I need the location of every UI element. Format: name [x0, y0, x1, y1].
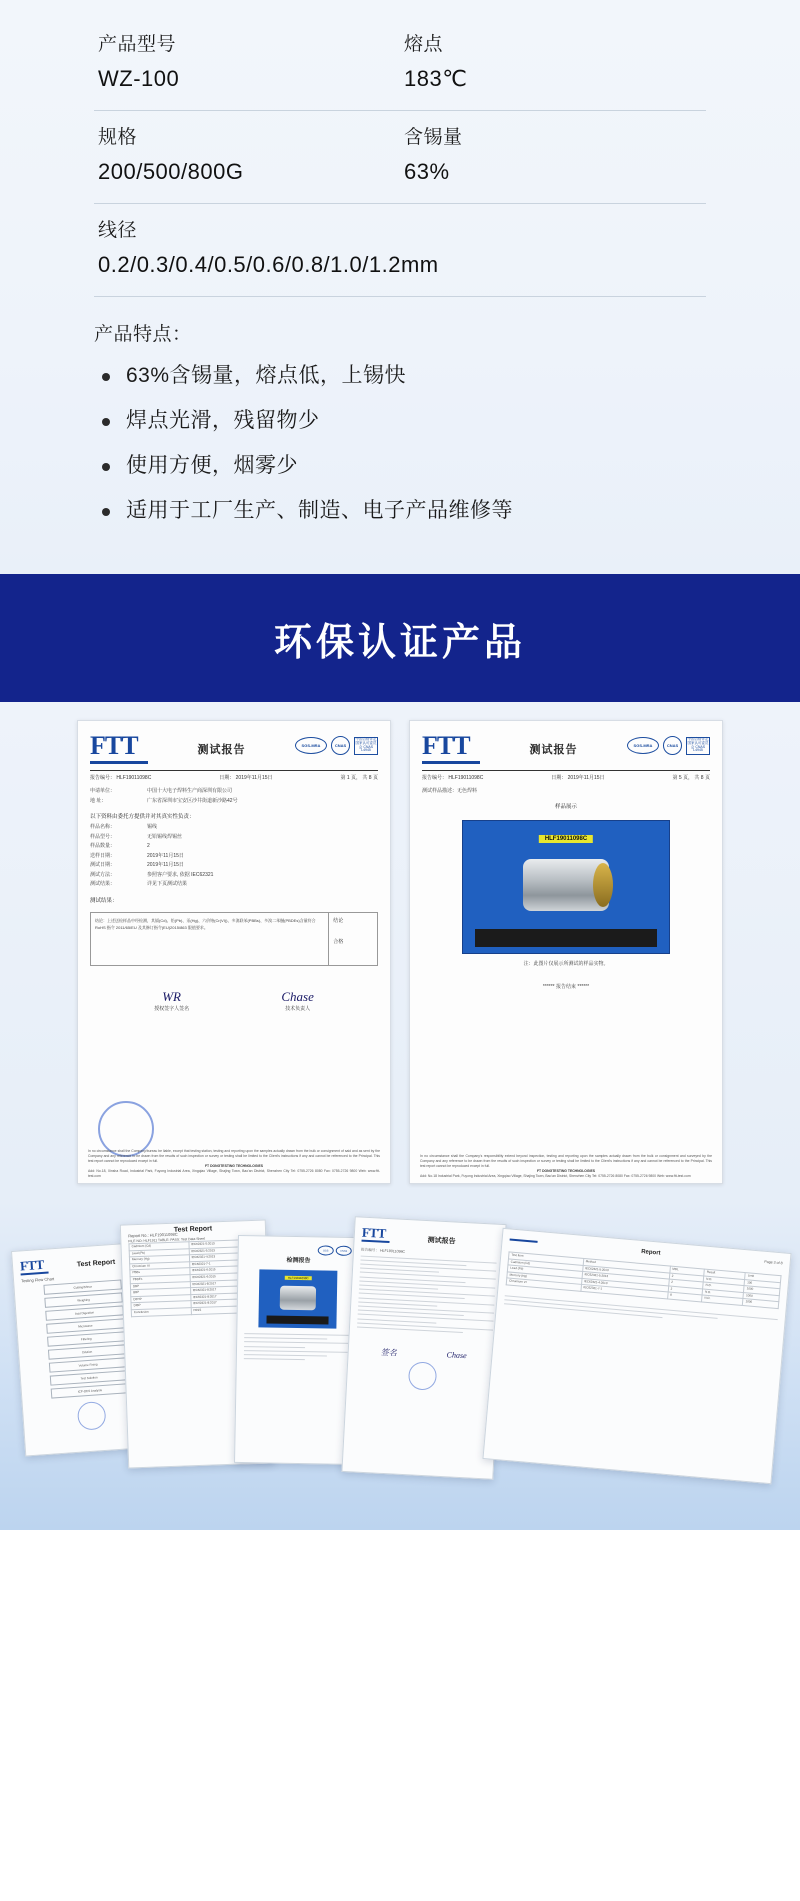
bullet-icon [102, 373, 110, 381]
signature-row [355, 1345, 491, 1363]
feature-text: 焊点光滑，残留物少 [126, 409, 320, 432]
verdict-title: 结论 [333, 917, 344, 924]
doc-subtitle: FILE NO: HLF1911 TABLE: PASS: Test Data Sheet [128, 1236, 206, 1244]
column-header: Result [704, 1269, 746, 1279]
verdict-cell [329, 913, 377, 965]
fan-report-5[interactable] [482, 1228, 791, 1484]
sample-tag-label: HLF19011098C [539, 835, 593, 843]
field-value: 中国十大电子焊料生产商深圳有限公司 [147, 788, 233, 794]
page-number: 第 5 页， 共 8 页 [672, 775, 710, 781]
fan-report-4[interactable] [341, 1216, 506, 1480]
field-key: 测试结果： [90, 881, 116, 887]
sample-caption: 样品展示 [554, 804, 577, 810]
test-report-page-1[interactable] [77, 720, 391, 1184]
signature-label: 授权签字人签名 [154, 1005, 190, 1012]
doc-field [90, 852, 378, 862]
ruler-image [266, 1315, 329, 1324]
ftt-logo-icon [510, 1237, 538, 1242]
doc-meta [410, 771, 722, 781]
flow-step: Volume Fixing [49, 1357, 127, 1372]
test-report-page-5[interactable] [409, 720, 723, 1184]
result-text: 结论：上述送检样品中经检测，其镉(Cd)、铅(Pb)、汞(Hg)、六价铬(Cr(VI))、多溴联苯(PBBs)、多溴二苯醚(PBDEs)含量符合 RoHS 指令 2011/65/EU 及其修订指令(EU)2015/863 限值要求。 [91, 913, 329, 965]
ruler-image [475, 929, 657, 947]
report-end-mark: ****** 报告结束 ****** [542, 984, 590, 990]
signature-mark: Chase [281, 988, 314, 1004]
doc-field [90, 842, 378, 852]
signature-row [90, 990, 378, 1012]
cnas-mark-icon: CNAS [336, 1246, 352, 1256]
doc-field [90, 823, 378, 833]
feature-text: 使用方便，烟雾少 [126, 454, 298, 477]
table-row: PBDEs IEC62321-6:2015 [130, 1272, 259, 1283]
cnas-mark-icon: CNAS [331, 736, 350, 755]
signature-issuer [154, 990, 189, 1012]
spec-cell-melting-point [400, 30, 706, 96]
doc-field [90, 787, 378, 797]
table-row: Conclusion PASS [131, 1305, 260, 1316]
sample-photo [258, 1269, 337, 1328]
footer-disclaimer: In no circumstance shall the Company's responsibility extend beyond inspection, testing and reporting upon the samples actually drawn from the bulk or consignment and surveyed by the Company and any reference to be drawn from the results of such inspection or survey or testing shall be limited to the Client's instructions if any and cannot be referenced to the Principal. This test report cannot be reproduced except in full. [420, 1154, 712, 1168]
table-row: DEHP IEC62321-8:2017 [131, 1292, 260, 1303]
sample-tag-label: HLF19011098C [285, 1276, 312, 1280]
flow-step: Test Solution [50, 1370, 128, 1385]
field-value: 无铅锡线焊锡丝 [147, 833, 183, 840]
footer-disclaimer: In no circumstance shall the Company/bureau be liable, except that testing station, testing and reporting upon the samples actually drawn from the bulk or consignment of said and as sent by the Company and any reference to be drawn from the results of such inspection or survey or testing shall be limited to the Client's instructions if any and cannot be referenced to the Principal. This test report cannot be reproduced except in full. [88, 1149, 380, 1163]
spec-label: 含锡量 [404, 127, 463, 148]
spec-value: WZ-100 [98, 66, 180, 91]
doc-title: Test Report [76, 1258, 116, 1268]
table-row: Cadmium (Cd) IEC62321-5:2013 [129, 1239, 258, 1250]
spec-cell-size [94, 123, 400, 189]
column-header: Test Item [509, 1252, 584, 1265]
report-date: 日期： 2019年11月15日 [551, 775, 605, 781]
flow-step: Acid Digestion [45, 1305, 123, 1320]
result-box [90, 912, 378, 966]
flow-step: Filtering [47, 1331, 125, 1346]
signature-mark: WR [162, 988, 181, 1004]
table-row: Chromium VI IEC62321-7-1 8 N.D. 1000 [506, 1278, 779, 1308]
doc-footer [88, 1149, 380, 1179]
spec-cell-tin-content [400, 123, 706, 189]
field-key: 样品型号： [90, 833, 116, 840]
field-value: 锡线 [147, 824, 158, 830]
column-header: Method [583, 1258, 670, 1272]
signature-label: 技术负责人 [285, 1005, 311, 1012]
spec-section [0, 0, 800, 574]
field-value: 2019年11月15日 [147, 862, 184, 868]
doc-subtitle: Testing Flow Chart [20, 1275, 55, 1283]
doc-field [90, 861, 378, 871]
report-number: 报告编号： HLF19011098C [422, 775, 484, 781]
doc-field [90, 880, 378, 890]
table-row: DBP IEC62321-8:2017 [130, 1279, 259, 1290]
accreditation-marks [627, 736, 710, 755]
fan-report-3[interactable] [234, 1235, 360, 1465]
table-row: PBBs IEC62321-6:2015 [130, 1266, 259, 1277]
cnas-text-mark-icon: 中国合格评定国家认可委员会 CNAS L4945 [686, 737, 710, 755]
field-value: 广东省深圳市宝安区沙井街道新沙路42号 [147, 797, 238, 804]
report-number: 报告编号： HLF19011098C [90, 775, 152, 781]
doc-field [90, 833, 378, 843]
table-row: DIBP IEC62321-8:2017 [131, 1299, 260, 1310]
list-item [94, 450, 706, 482]
field-value: 详见下页测试结果 [147, 881, 188, 887]
doc-title: 测试报告 [529, 744, 578, 756]
solder-spool-image [523, 859, 609, 911]
signature-mark: 签名 [380, 1347, 397, 1358]
text-placeholder-lines [357, 1255, 497, 1334]
list-item [94, 495, 706, 527]
doc-field [90, 797, 378, 807]
spec-label: 规格 [98, 127, 138, 148]
flow-step: Dilution [48, 1344, 126, 1359]
table-row: Cadmium (Cd) IEC62321-5:2013 2 N.D. 100 [508, 1259, 781, 1289]
doc-footer [420, 1154, 712, 1179]
spec-cell-model [94, 30, 400, 96]
field-key: 测试方法： [90, 871, 116, 878]
flow-step: ICP-OES Analysis [51, 1383, 129, 1398]
spec-cell-wire-diameter [94, 216, 706, 282]
doc-header [78, 721, 390, 764]
flow-step: Weighing [44, 1292, 122, 1307]
cnas-text-mark-icon: 中国合格评定国家认可委员会 CNAS L4945 [354, 737, 378, 755]
field-key: 送样日期： [90, 852, 116, 859]
list-item [94, 405, 706, 437]
page-number: Page 3 of 8 [764, 1259, 783, 1266]
page-number: 第 1 页， 共 8 页 [340, 775, 378, 781]
table-row: Mercury (Hg) IEC62321-4:2013 [129, 1252, 258, 1263]
spec-row [94, 18, 706, 111]
feature-text: 适用于工厂生产、制造、电子产品维修等 [126, 499, 513, 522]
sgs-mra-mark-icon: SGS [318, 1245, 334, 1255]
bullet-icon [102, 508, 110, 516]
verdict-value: 合格 [333, 938, 344, 945]
spec-value: 200/500/800G [98, 159, 244, 184]
signature-approver [281, 990, 314, 1012]
sgs-mra-mark-icon: SGS-MRA [627, 737, 659, 754]
banner-title: 环保认证产品 [273, 621, 526, 664]
bullet-icon [102, 418, 110, 426]
flow-step: Microwave [46, 1318, 124, 1333]
report-date: 日期： 2019年11月15日 [219, 775, 273, 781]
spec-table [94, 18, 706, 297]
list-item [94, 360, 706, 392]
footer-org: FT DONGTESTING TECHNOLOGIES [204, 1164, 264, 1168]
features-block [94, 319, 706, 527]
doc-field [90, 871, 378, 881]
sample-photo [462, 820, 670, 954]
spec-row [94, 204, 706, 297]
feature-text: 63%含锡量，熔点低，上锡快 [126, 364, 407, 387]
doc-title: 检测报告 [286, 1257, 311, 1265]
doc-title: Report [640, 1248, 661, 1257]
ftt-logo-icon: FTT [20, 1251, 143, 1275]
table-row: BBP IEC62321-8:2017 [131, 1285, 260, 1296]
doc-header [410, 721, 722, 764]
column-header: MDL [670, 1266, 705, 1276]
certificate-row [0, 720, 800, 1200]
table-row: Chromium VI IEC62321-7-1 [130, 1259, 259, 1270]
field-value: 2 [147, 843, 150, 849]
company-stamp-icon [77, 1400, 107, 1430]
doc-meta [78, 771, 390, 781]
cnas-mark-icon: CNAS [663, 736, 682, 755]
field-key: 样品名称： [90, 824, 116, 830]
spec-label: 熔点 [404, 34, 444, 55]
company-stamp-icon [408, 1361, 437, 1390]
spec-value: 63% [404, 159, 450, 184]
solder-spool-image [280, 1286, 316, 1311]
report-number: 报告编号： HLF19011098C [360, 1247, 406, 1254]
ftt-logo-icon: FTT [90, 733, 148, 764]
sample-note: 注：此图片仅展示所测试的样品实物。 [523, 961, 609, 967]
field-key: 样品数量： [90, 843, 116, 849]
ftt-logo-icon: FTT [422, 733, 480, 764]
field-key: 测试日期： [90, 862, 116, 868]
result-heading: 测试结果： [90, 897, 118, 904]
spec-value: 183℃ [404, 66, 468, 91]
report-number: Report No.: HLF19011098C [128, 1231, 178, 1239]
doc-title: 测试报告 [197, 744, 246, 756]
sgs-mra-mark-icon: SGS-MRA [295, 737, 327, 754]
spec-label: 产品型号 [98, 34, 177, 55]
spec-value: 0.2/0.3/0.4/0.5/0.6/0.8/1.0/1.2mm [98, 252, 439, 277]
table-row: Lead (Pb) IEC62321-5:2013 [129, 1246, 258, 1257]
field-value: 2019年11月15日 [147, 852, 184, 859]
flow-step: Cutting/Shear [44, 1279, 122, 1294]
field-value: 参照客户要求, 依据 IEC62321 [147, 871, 214, 878]
table-row: Lead (Pb) IEC62321-5:2013 2 N.D. 1000 [507, 1265, 780, 1295]
column-header: Limit [745, 1273, 781, 1283]
fanned-reports-section [0, 1200, 800, 1530]
spec-row [94, 111, 706, 204]
field-key: 地 址： [90, 797, 107, 804]
field-key: 申请单位： [90, 788, 116, 794]
doc-subheading: 以下资料由委托方提供并对其真实性负责： [90, 814, 195, 820]
ftt-logo-icon: FTT [362, 1226, 499, 1249]
eco-certification-banner [0, 574, 800, 702]
doc-title: Test Report [173, 1225, 213, 1234]
spec-label: 线径 [98, 220, 138, 241]
doc-title: 测试报告 [427, 1236, 456, 1246]
table-row: Mercury (Hg) IEC62321-4:2013 2 N.D. 1000 [507, 1272, 780, 1302]
footer-address: Add: No.18 Industrial Park, Fuyong Industrial Area, Xingqiao Village, Shajing Town, Bao'an District, Shenzhen City Tel: 0755-2726 8080 Fax: 0755-2726 9800 Web: www.ftt-test.com [420, 1174, 691, 1178]
section-title: 测试样品描述：无色焊料 [422, 788, 478, 794]
doc-body [410, 781, 722, 992]
accreditation-marks [295, 736, 378, 755]
features-title: 产品特点： [94, 324, 192, 345]
footer-org: FT DONGTESTING TECHNOLOGIES [536, 1169, 596, 1173]
doc-body [78, 781, 390, 1012]
certificate-section [0, 702, 800, 1200]
footer-address: Add: No.18, Xinsha Road, Industrial Park, Fuyong Industrial Area, Xingqiao Village, Shajing Town, Bao'an District, Shenzhen City Tel: 0755-2726 8080 Fax: 0755-2726 9800 Web: www.ftt-test.com [88, 1169, 380, 1178]
bullet-icon [102, 463, 110, 471]
text-placeholder-lines [244, 1333, 350, 1361]
signature-mark: Chase [446, 1350, 467, 1361]
